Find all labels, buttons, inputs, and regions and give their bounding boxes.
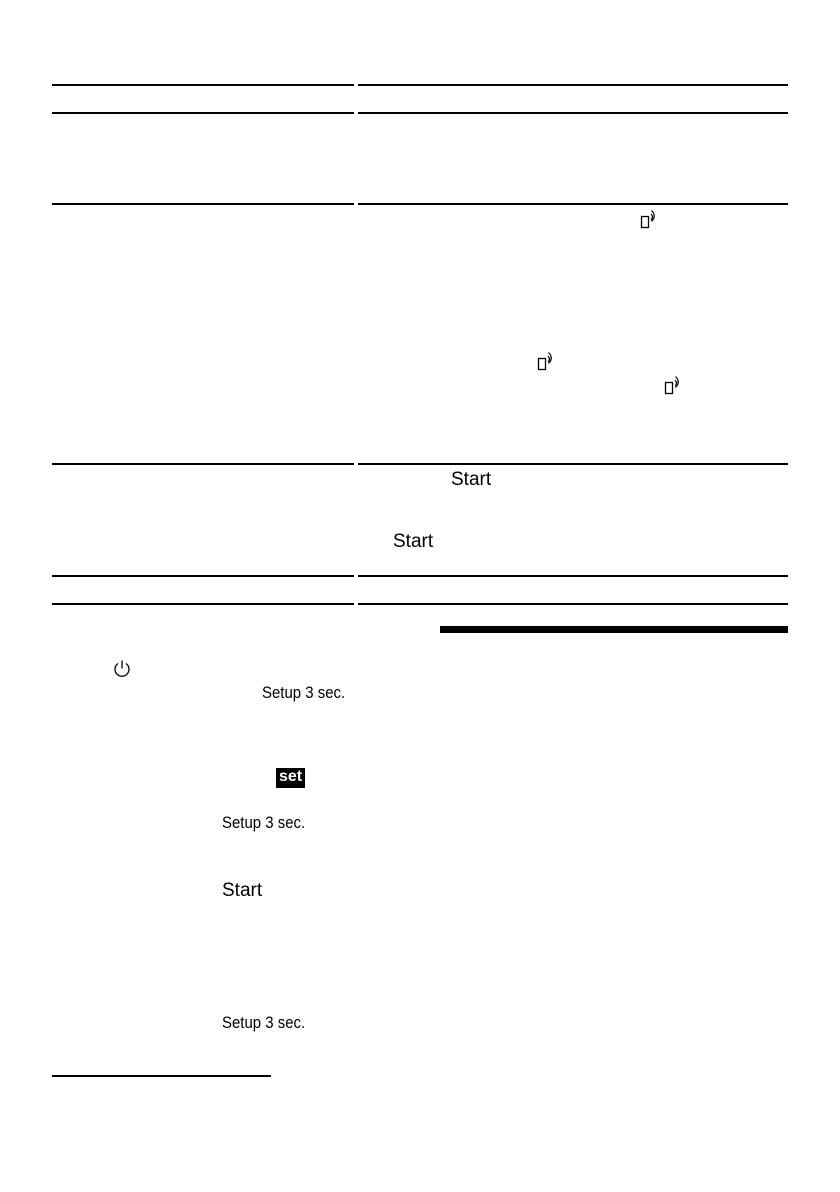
footnote-rule bbox=[52, 1075, 271, 1077]
table-rule-top-right bbox=[358, 84, 788, 86]
table-rule-row1-left bbox=[52, 203, 354, 205]
section-heading-rule bbox=[440, 626, 788, 633]
table-rule-bottom-left bbox=[52, 603, 354, 605]
table-rule-row2-right bbox=[358, 463, 788, 465]
setup-button-label: Setup 3 sec. bbox=[222, 813, 306, 832]
table-rule-header-left bbox=[52, 112, 354, 114]
power-icon bbox=[112, 659, 132, 679]
start-button-label: Start bbox=[222, 880, 263, 901]
table-rule-top-left bbox=[52, 84, 354, 86]
remote-start-icon bbox=[664, 375, 686, 397]
table-rule-header-right bbox=[358, 112, 788, 114]
table-rule-bottom-right bbox=[358, 603, 788, 605]
start-button-label: Start bbox=[451, 469, 492, 490]
table-rule-row3-left bbox=[52, 575, 354, 577]
start-button-label: Start bbox=[393, 531, 434, 552]
setup-button-label: Setup 3 sec. bbox=[222, 1013, 306, 1032]
table-rule-row3-right bbox=[358, 575, 788, 577]
table-rule-row1-right bbox=[358, 203, 788, 205]
setup-button-label: Setup 3 sec. bbox=[262, 683, 346, 702]
set-display-badge: set bbox=[276, 768, 305, 788]
table-rule-row2-left bbox=[52, 463, 354, 465]
remote-start-icon bbox=[537, 351, 559, 373]
remote-start-icon bbox=[640, 209, 662, 231]
